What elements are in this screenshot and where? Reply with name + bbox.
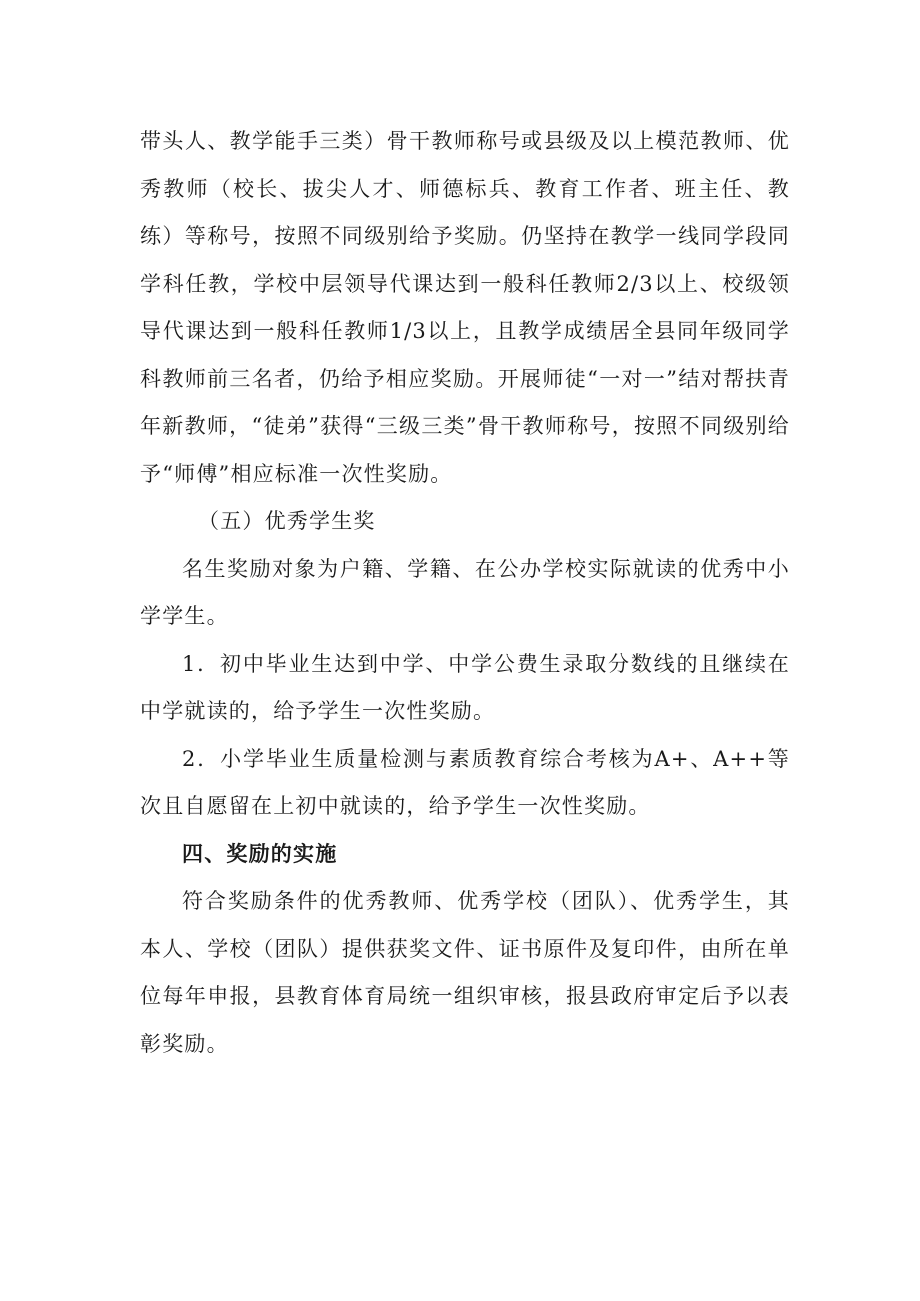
paragraph-implementation-procedure: 符合奖励条件的优秀教师、优秀学校（团队）、优秀学生，其本人、学校（团队）提供获奖文件、证书原件及复印件，由所在单位每年申报，县教育体育局统一组织审核，报县政府审定后予以表彰奖励。: [140, 889, 790, 1056]
paragraph-item-1-junior-graduates: 1．初中毕业生达到中学、中学公费生录取分数线的且继续在中学就读的，给予学生一次性奖励。: [140, 651, 790, 723]
document-body: [140, 118, 790, 1068]
paragraph-teacher-awards-continued: 带头人、教学能手三类）骨干教师称号或县级及以上模范教师、优秀教师（校长、拔尖人才、师德标兵、教育工作者、班主任、教练）等称号，按照不同级别给予奖励。仍坚持在教学一线同学段同学科任教，学校中层领导代课达到一般科任教师2/3以上、校级领导代课达到一般科任教师1/3以上，且教学成绩居全县同年级同学科教师前三名者，仍给予相应奖励。开展师徒“一对一”结对帮扶青年新教师，“徒弟”获得“三级三类”骨干教师称号，按照不同级别给予“师傅”相应标准一次性奖励。: [140, 129, 790, 486]
paragraph-item-2-primary-graduates: 2．小学毕业生质量检测与素质教育综合考核为A+、A++等次且自愿留在上初中就读的，给予学生一次性奖励。: [140, 746, 790, 818]
section-heading-award-implementation: 四、奖励的实施: [182, 841, 338, 866]
section-heading-outstanding-student-award: （五）优秀学生奖: [198, 509, 376, 533]
paragraph-student-award-scope: 名生奖励对象为户籍、学籍、在公办学校实际就读的优秀中小学学生。: [140, 556, 790, 628]
